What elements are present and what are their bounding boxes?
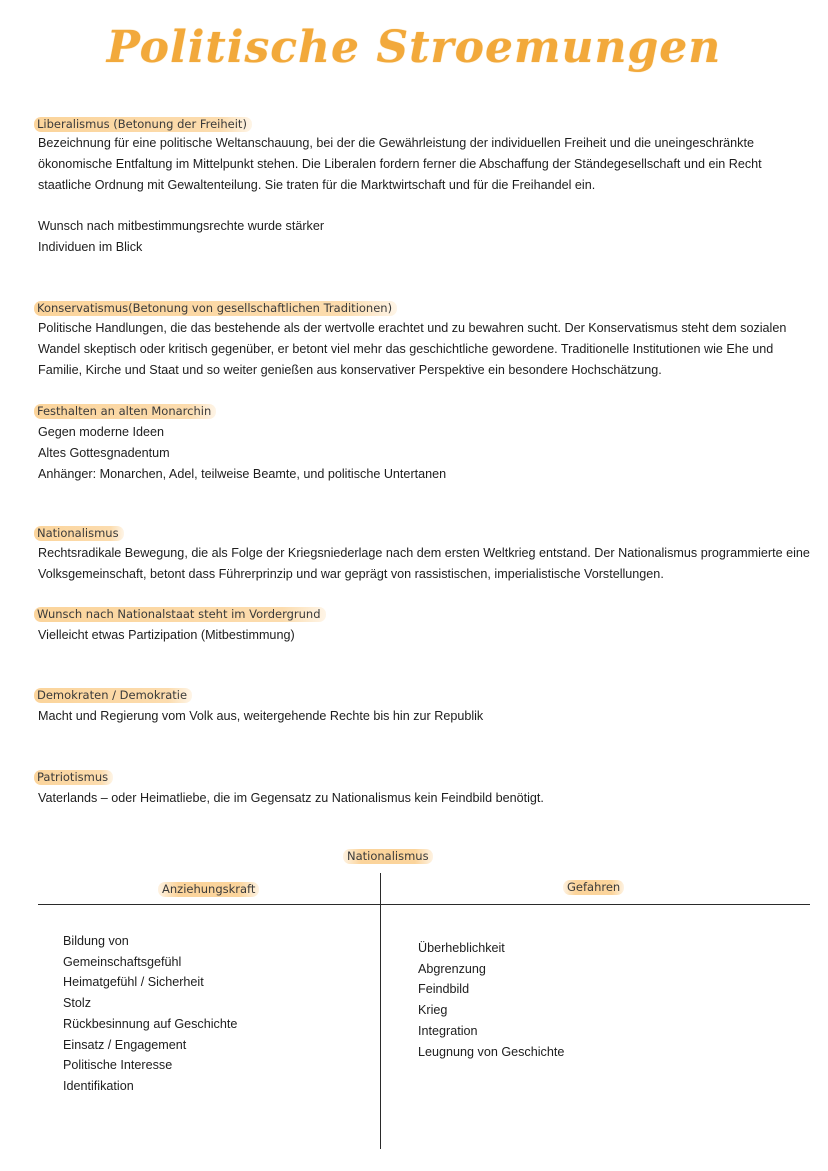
- text-line: Vaterlands – oder Heimatliebe, die im Gegensatz zu Nationalismus kein Feindbild benötigt.: [38, 791, 544, 805]
- text-line: staatliche Ordnung mit Gewaltenteilung. Sie traten für die Marktwirtschaft und für die Freihandel ein.: [38, 178, 596, 192]
- text-line: Individuen im Blick: [38, 240, 143, 254]
- section-body-nationalismus: [38, 543, 810, 585]
- section-heading-liberalismus: Liberalismus (Betonung der Freiheit): [34, 117, 252, 132]
- text-line: Macht und Regierung vom Volk aus, weitergehende Rechte bis hin zur Republik: [38, 709, 484, 723]
- list-item: Rückbesinnung auf Geschichte: [63, 1016, 238, 1031]
- table-vertical-divider: [380, 873, 381, 1149]
- list-item: Abgrenzung: [418, 961, 486, 976]
- table-horizontal-divider: [38, 904, 810, 905]
- list-item: Einsatz / Engagement: [63, 1037, 187, 1052]
- section-heading-monarchie: Festhalten an alten Monarchin: [34, 404, 216, 419]
- text-line: Anhänger: Monarchen, Adel, teilweise Beamte, und politische Untertanen: [38, 467, 447, 481]
- section-heading-nationalismus: Nationalismus: [34, 526, 124, 541]
- section-heading-demokratie: Demokraten / Demokratie: [34, 688, 192, 703]
- list-item: Stolz: [63, 996, 91, 1011]
- page-title: Politische Stroemungen: [106, 22, 722, 73]
- section-body-monarchie: [38, 422, 798, 485]
- text-line: Politische Handlungen, die das bestehende als der wertvolle erachtet und zu bewahren sucht. Der Konservatismus steht dem sozialen: [38, 321, 787, 335]
- text-line: Gegen moderne Ideen: [38, 425, 165, 439]
- section-heading-konservatismus: Konservatismus(Betonung von gesellschaftlichen Traditionen): [34, 301, 397, 316]
- text-line: Bezeichnung für eine politische Weltanschauung, bei der die Gewährleistung der individuellen Freiheit und die uneingeschränkte: [38, 136, 754, 150]
- section-body-liberalismus: [38, 133, 798, 196]
- list-item: Leugnung von Geschichte: [418, 1044, 565, 1059]
- text-line: Wunsch nach mitbestimmungsrechte wurde stärker: [38, 219, 325, 233]
- section-heading-nationalstaat: Wunsch nach Nationalstaat steht im Vordergrund: [34, 607, 326, 622]
- text-line: Volksgemeinschaft, betont dass Führerprinzip und war geprägt von rassistischen, imperialistische Vorstellungen.: [38, 567, 664, 581]
- section-notes-liberalismus: [38, 216, 798, 258]
- section-body-patriotismus: [38, 788, 798, 809]
- list-item: Heimatgefühl / Sicherheit: [63, 975, 204, 990]
- list-item: Integration: [418, 1023, 478, 1038]
- list-item: Identifikation: [63, 1078, 134, 1093]
- table-right-heading: Gefahren: [563, 880, 624, 895]
- text-line: Familie, Kirche und Staat und so weiter genießen aus konservativer Perspektive ein besondere Hochschätzung.: [38, 363, 662, 377]
- table-title: Nationalismus: [343, 849, 433, 864]
- list-item: Krieg: [418, 1003, 448, 1018]
- table-left-list: [63, 931, 237, 1097]
- section-body-konservatismus: [38, 318, 798, 381]
- list-item: Gemeinschaftsgefühl: [63, 954, 182, 969]
- text-line: Vielleicht etwas Partizipation (Mitbestimmung): [38, 628, 295, 642]
- text-line: Rechtsradikale Bewegung, die als Folge der Kriegsniederlage nach dem ersten Weltkrieg entstand. Der Nationalismus programmierte eine: [38, 546, 810, 560]
- section-body-demokratie: [38, 706, 798, 727]
- section-body-nationalstaat: [38, 625, 798, 646]
- table-right-list: [418, 938, 564, 1062]
- section-heading-patriotismus: Patriotismus: [34, 770, 113, 785]
- text-line: Wandel skeptisch oder kritisch gegenüber, er betont viel mehr das geschichtliche gewordene. Traditionelle Institutionen wie Ehe und: [38, 342, 774, 356]
- list-item: Politische Interesse: [63, 1058, 173, 1073]
- text-line: Altes Gottesgnadentum: [38, 446, 170, 460]
- text-line: ökonomische Entfaltung im Mittelpunkt stehen. Die Liberalen fordern ferner die Abschaffung der Ständegesellschaft und ein Recht: [38, 157, 762, 171]
- list-item: Feindbild: [418, 982, 470, 997]
- list-item: Bildung von: [63, 934, 129, 948]
- table-left-heading: Anziehungskraft: [158, 882, 259, 897]
- list-item: Überheblichkeit: [418, 941, 505, 955]
